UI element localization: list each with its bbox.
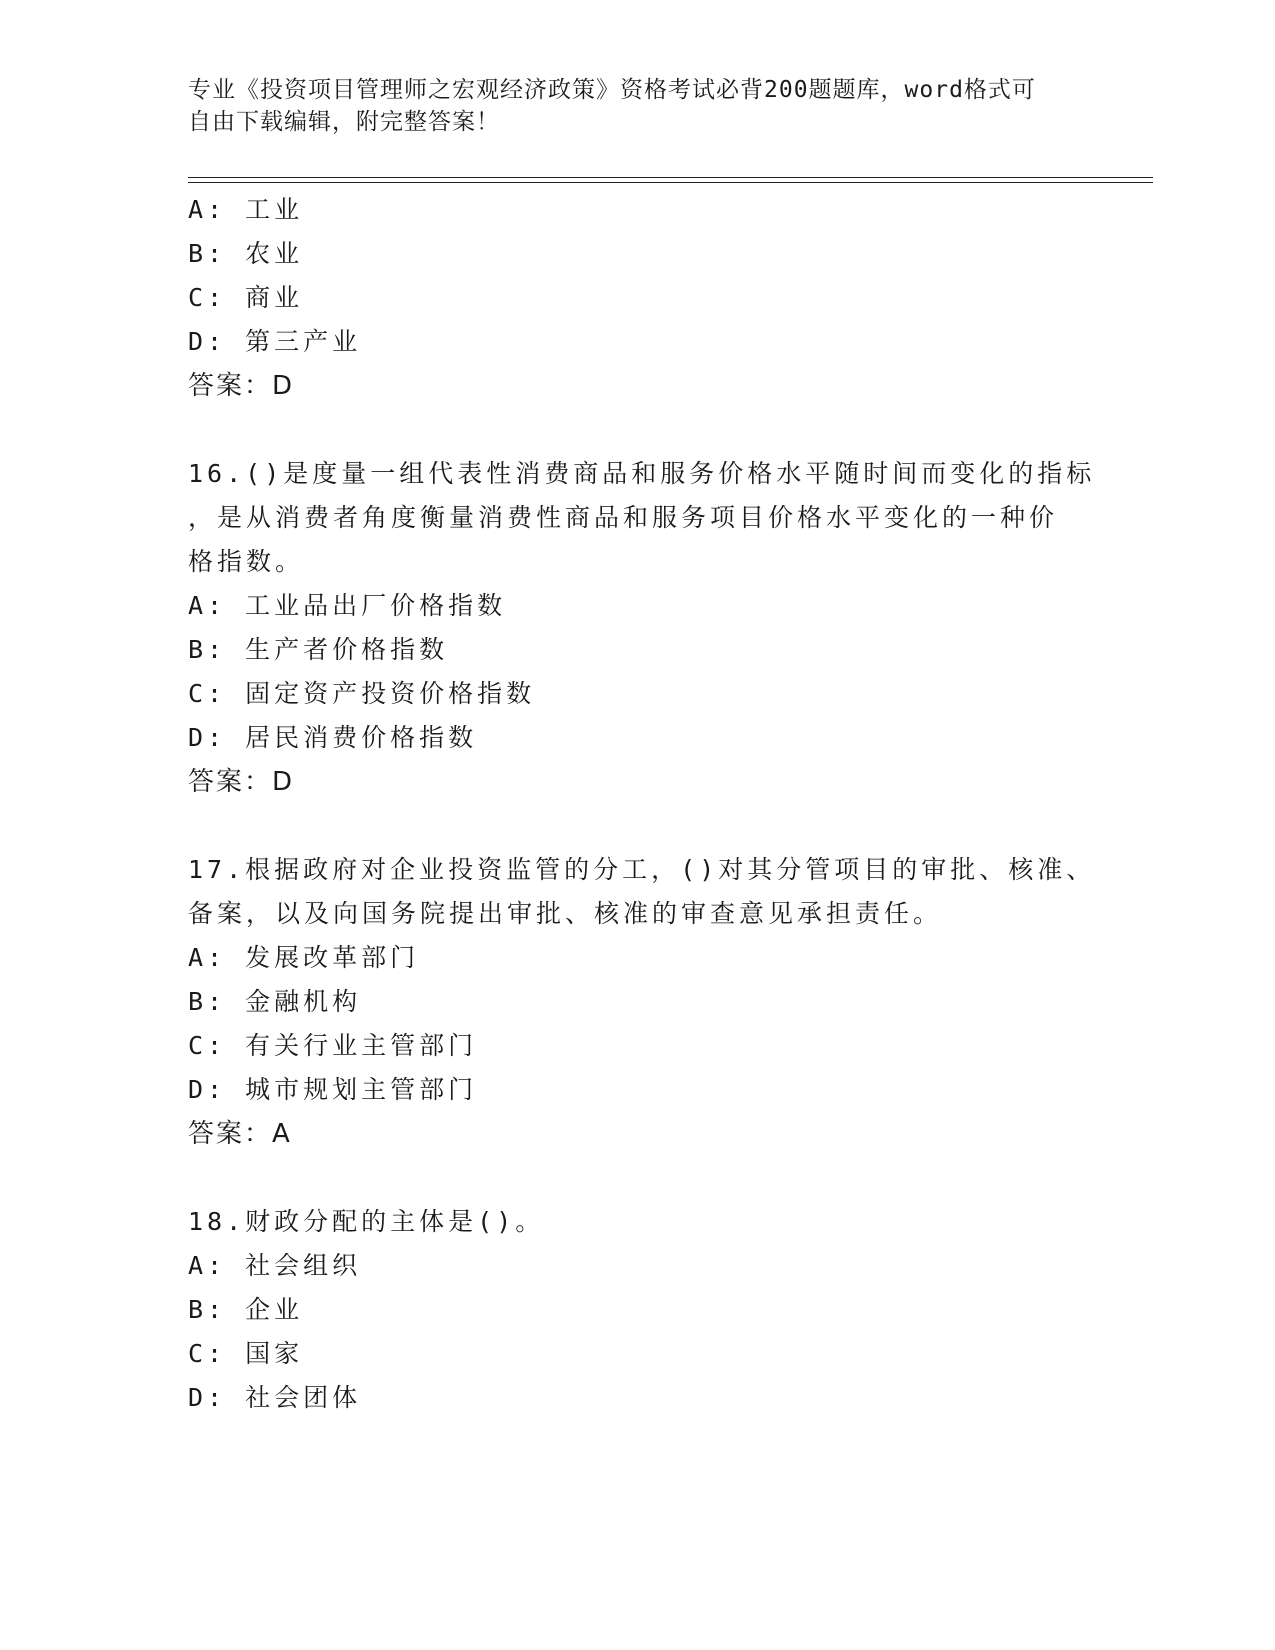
q18-option-c: C: 国家 (188, 1339, 304, 1368)
q18-option-a: A: 社会组织 (188, 1251, 362, 1280)
q17-option-a: A: 发展改革部门 (188, 943, 420, 972)
q17-answer: 答案：A (188, 1119, 292, 1149)
q16-option-d: D: 居民消费价格指数 (188, 723, 478, 752)
q16-option-a: A: 工业品出厂价格指数 (188, 591, 507, 620)
q17-option-b: B: 金融机构 (188, 987, 362, 1016)
q18-option-d: D: 社会团体 (188, 1383, 362, 1412)
q17-stem-line-1: 17.根据政府对企业投资监管的分工，()对其分管项目的审批、核准、 (188, 855, 1096, 884)
q18-option-b: B: 企业 (188, 1295, 304, 1324)
q15-option-b: B: 农业 (188, 239, 304, 268)
q16-answer: 答案：D (188, 767, 295, 797)
q17-option-c: C: 有关行业主管部门 (188, 1031, 478, 1060)
q17-stem-line-2: 备案，以及向国务院提出审批、核准的审查意见承担责任。 (188, 899, 943, 928)
header-divider-bottom (188, 182, 1153, 183)
document-header (188, 74, 1068, 138)
header-divider-top (188, 177, 1153, 178)
q15-option-c: C: 商业 (188, 283, 304, 312)
q15-answer: 答案：D (188, 371, 295, 401)
q16-stem-line-2: ，是从消费者角度衡量消费性商品和服务项目价格水平变化的一种价 (188, 503, 1059, 532)
q16-option-b: B: 生产者价格指数 (188, 635, 449, 664)
q15-option-a: A: 工业 (188, 195, 304, 224)
q16-stem-line-3: 格指数。 (188, 547, 305, 576)
q15-option-d: D: 第三产业 (188, 327, 362, 356)
q17-option-d: D: 城市规划主管部门 (188, 1075, 478, 1104)
q16-option-c: C: 固定资产投资价格指数 (188, 679, 536, 708)
header-line-2: 自由下载编辑，附完整答案！ (188, 109, 500, 135)
q16-stem-line-1: 16.()是度量一组代表性消费商品和服务价格水平随时间而变化的指标 (188, 459, 1096, 488)
q18-stem-line-1: 18.财政分配的主体是()。 (188, 1207, 545, 1236)
header-line-1: 专业《投资项目管理师之宏观经济政策》资格考试必背200题题库，word格式可 (188, 77, 1036, 103)
